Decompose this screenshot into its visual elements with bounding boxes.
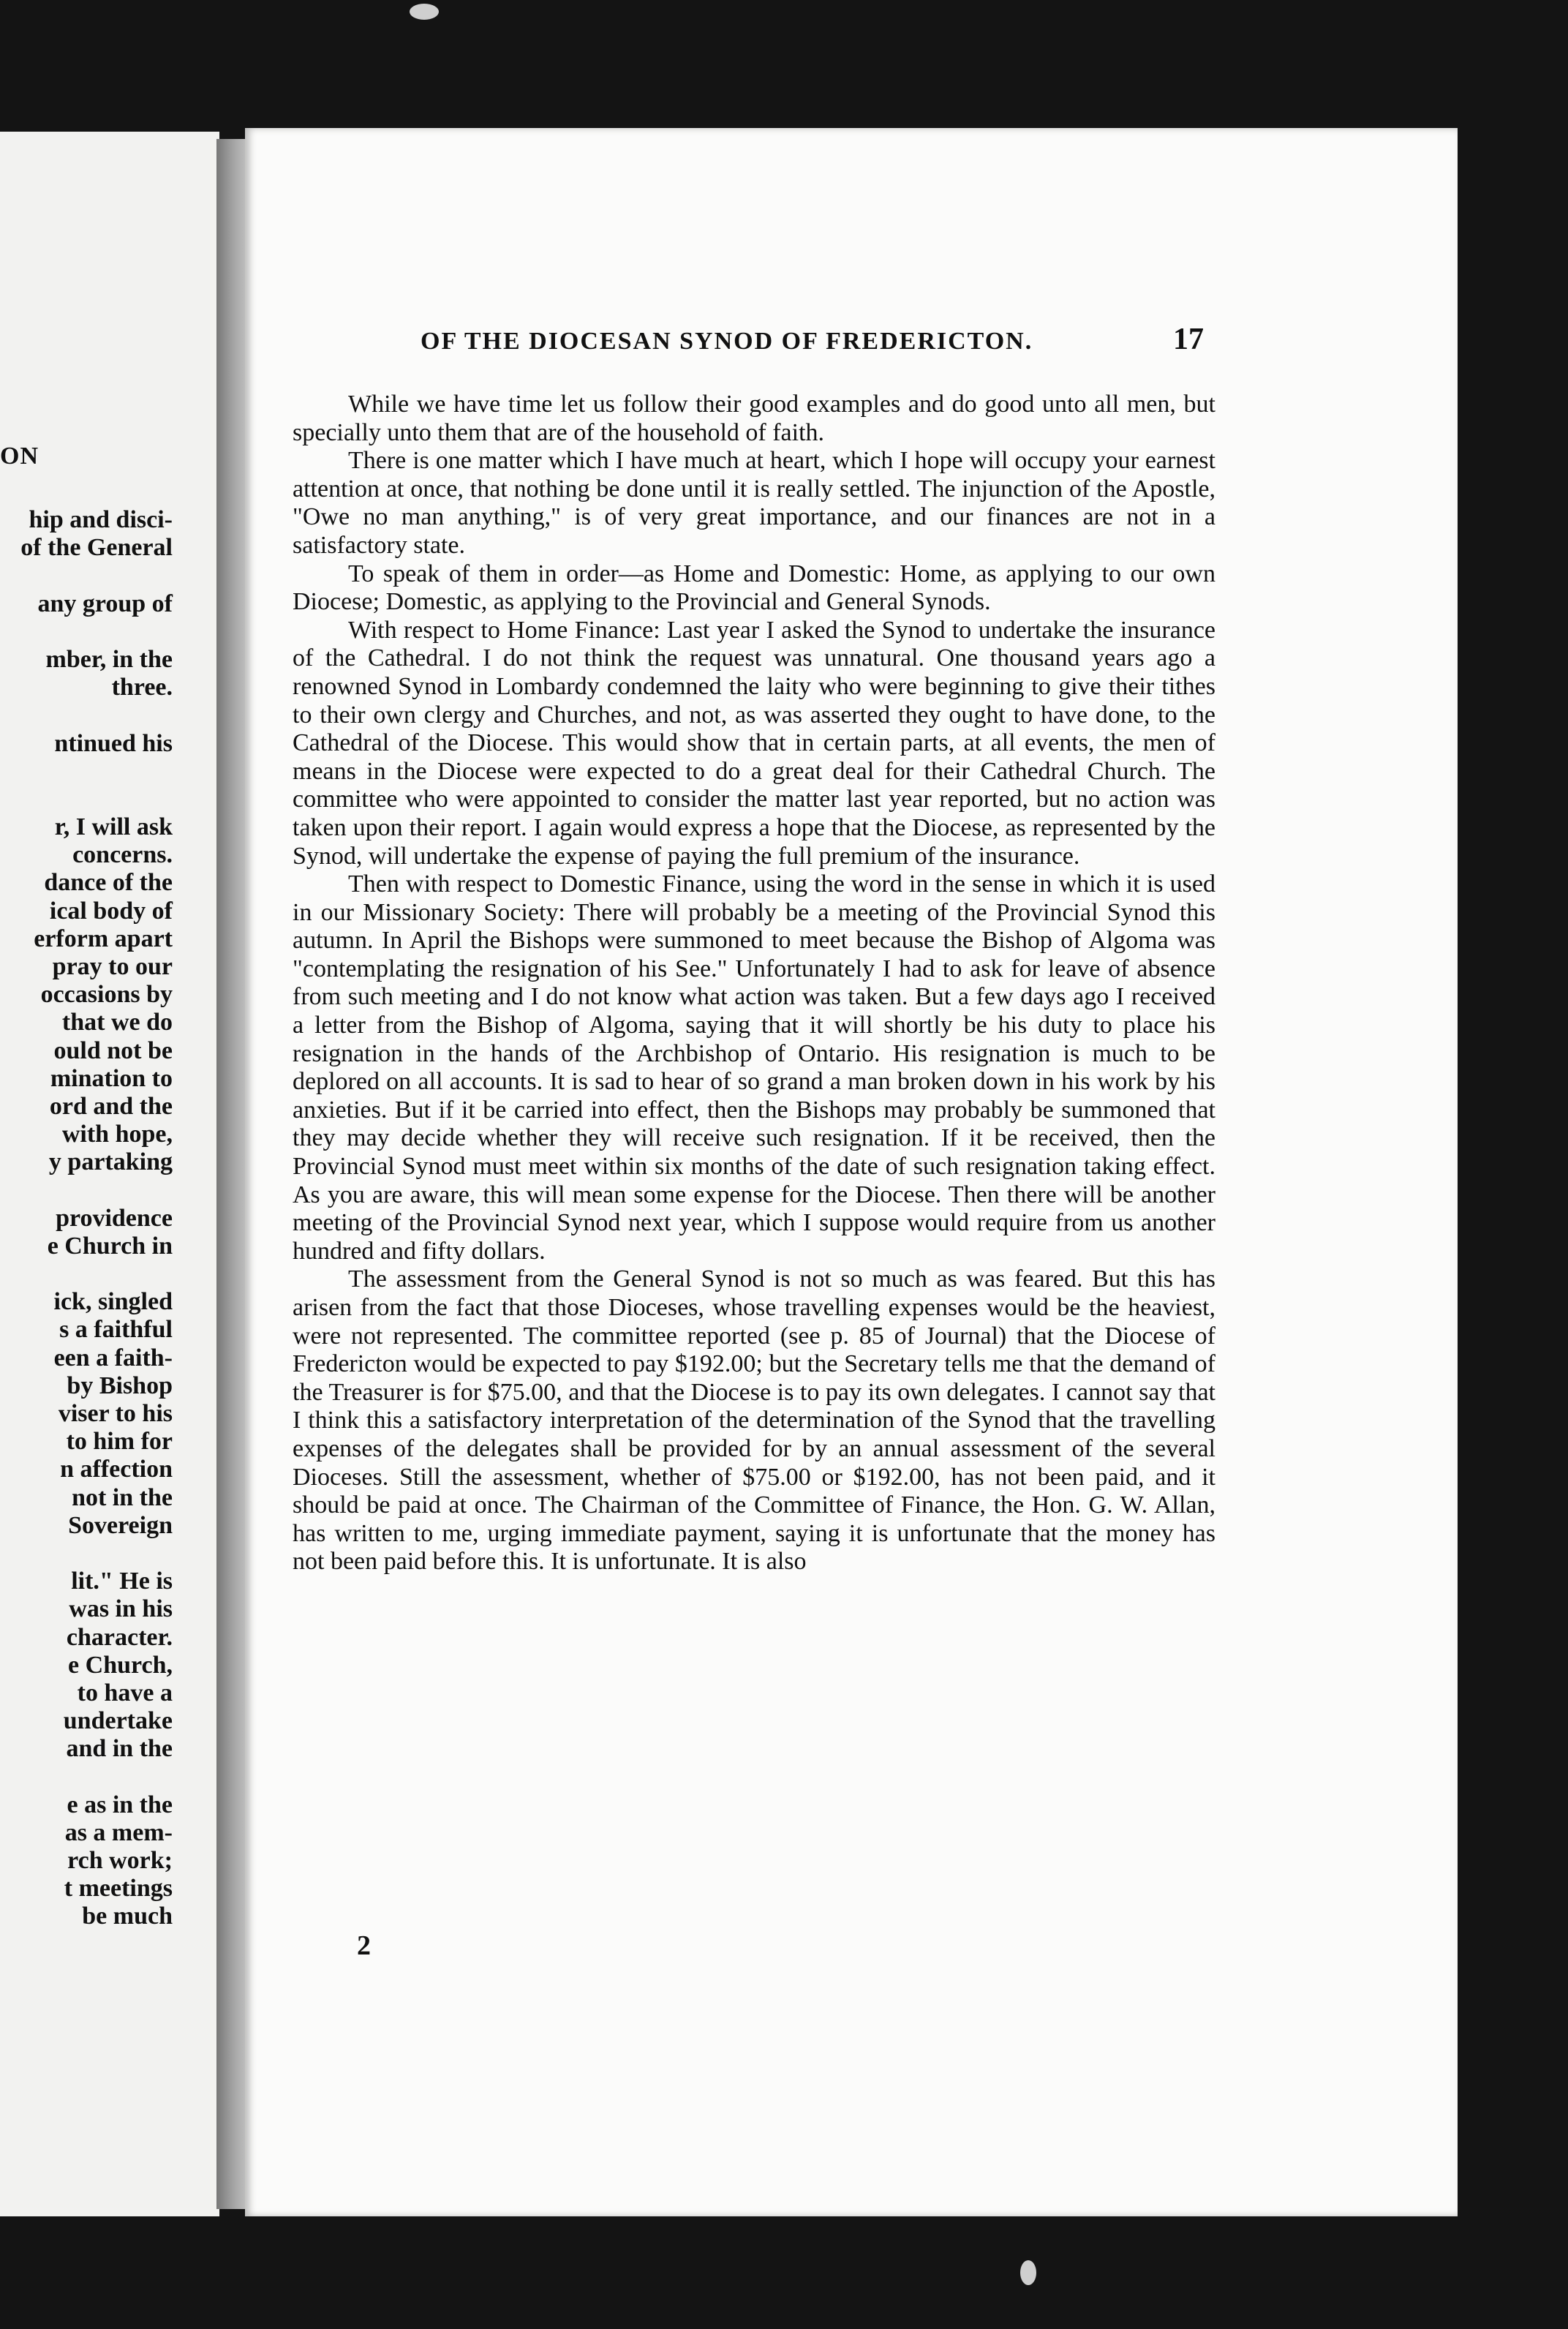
left-page-line: n affection bbox=[60, 1456, 173, 1483]
left-page-line: e Church in bbox=[47, 1232, 173, 1260]
left-page-line bbox=[0, 701, 173, 729]
left-page-line: pray to our bbox=[52, 953, 173, 980]
paragraph: There is one matter which I have much at heart, which I hope will occupy your earnest attention at once, that nothing be done until it is really settled. The injunction of the Apostle, "Owe no man anything," is of very great importance, and our finances are not in a satisfactory state. bbox=[293, 447, 1215, 559]
paragraph: To speak of them in order—as Home and Domestic: Home, as applying to our own Diocese; Domestic, as applying to the Provincial and General Synods. bbox=[293, 560, 1215, 616]
left-page-line: not in the bbox=[72, 1483, 173, 1511]
left-page-line bbox=[0, 1177, 173, 1205]
left-page-line: dance of the bbox=[44, 869, 173, 897]
left-page-line: any group of bbox=[37, 590, 173, 617]
paragraph: With respect to Home Finance: Last year I asked the Synod to undertake the insurance of the Cathedral. I do not think the request was unnatural. One thousand years ago a renowned Synod in Lombardy condemned the laity who were beginning to give their tithes to their own clergy and Churches, and not, as was asserted they ought to have done, to the Cathedral of the Diocese. This would show that in certain parts, at all events, the men of means in the Diocese were expected to do a great deal for their Cathedral Church. The committee who were appointed to consider the matter last year reported, but no action was taken upon their report. I again would express a hope that the Diocese, as represented by the Synod, will undertake the expense of paying the full premium of the insurance. bbox=[293, 616, 1215, 870]
running-header: OF THE DIOCESAN SYNOD OF FREDERICTON. bbox=[421, 328, 1033, 355]
left-page-line bbox=[0, 758, 173, 786]
left-page-line: erform apart bbox=[34, 925, 173, 952]
left-page-line: ord and the bbox=[49, 1092, 173, 1120]
left-page-line: r, I will ask bbox=[54, 813, 173, 841]
left-page-line: e as in the bbox=[67, 1791, 173, 1818]
left-page-line bbox=[0, 562, 173, 590]
left-page-line: mination to bbox=[50, 1064, 173, 1092]
left-page-line: that we do bbox=[61, 1009, 173, 1036]
left-page bbox=[0, 132, 219, 2216]
left-page-line: and in the bbox=[66, 1735, 173, 1763]
signature-mark: 2 bbox=[357, 1930, 371, 1961]
left-page-line: hip and disci- bbox=[29, 506, 173, 533]
left-page-line: concerns. bbox=[72, 841, 173, 869]
left-page-line: ntinued his bbox=[54, 729, 173, 757]
left-page-line: viser to his bbox=[58, 1400, 173, 1427]
left-page-line: mber, in the bbox=[45, 645, 173, 673]
paragraph: The assessment from the General Synod is not so much as was feared. But this has arisen from the fact that those Dioceses, whose travelling expenses would be the heaviest, were not represented. The committee reported (see p. 85 of Journal) that the Diocese of Fredericton would be expected to pay $192.00; but the Secretary tells me that the demand of the Treasurer is for $75.00, and that the Diocese is to pay its own delegates. I cannot say that I think this a satisfactory interpretation of the determination of the Synod that the travelling expenses of the delegates shall be provided for by an annual assessment of the several Dioceses. Still the assessment, whether of $75.00 or $192.00, has not been paid, and it should be paid at once. The Chairman of the Committee of Finance, the Hon. G. W. Allan, has written to me, urging immediate payment, saying it is unfortunate that the money has not been paid before this. It is unfortunate. It is also bbox=[293, 1265, 1215, 1576]
left-page-line: t meetings bbox=[64, 1875, 173, 1903]
left-page-line bbox=[0, 1540, 173, 1568]
left-page-line: undertake bbox=[63, 1707, 173, 1735]
left-page-header-fragment: ON bbox=[0, 443, 39, 470]
left-page-line: as a mem- bbox=[64, 1818, 173, 1846]
left-page-line: providence bbox=[56, 1204, 173, 1232]
left-page-line: three. bbox=[111, 674, 173, 701]
left-page-line bbox=[0, 1260, 173, 1288]
left-page-line: y partaking bbox=[48, 1148, 173, 1176]
left-page-line: to him for bbox=[66, 1428, 173, 1456]
left-page-line bbox=[0, 618, 173, 646]
left-page-line: was in his bbox=[69, 1595, 173, 1623]
left-page-line: ould not be bbox=[53, 1036, 173, 1064]
film-scratch bbox=[1020, 2260, 1036, 2285]
left-page-line bbox=[0, 786, 173, 813]
paragraph: Then with respect to Domestic Finance, using the word in the sense in which it is used in our Missionary Society: There will probably be a meeting of the Provincial Synod this autumn. In April the Bishops were summoned to meet because the Bishop of Algoma was "contemplating the resignation of his See." Unfortunately I had to ask for leave of absence from such meeting and I do not know what action was taken. But a few days ago I received a letter from the Bishop of Algoma, saying that it will shortly be his duty to place his resignation in the hands of the Archbishop of Ontario. His resignation is much to be deplored on all accounts. It is sad to hear of so grand a man broken down in his work by his anxieties. But if it be carried into effect, then the Bishops may probably be summoned that they may decide whether they will receive such resignation. If it be received, then the Provincial Synod must meet within six months of the date of such resignation taking effect. As you are aware, this will mean some expense for the Diocese. Then there will be another meeting of the Provincial Synod next year, which I suppose would require from us another hundred and fifty dollars. bbox=[293, 870, 1215, 1265]
left-page-line: s a faithful bbox=[59, 1316, 173, 1344]
page-number: 17 bbox=[1173, 323, 1204, 356]
body-text bbox=[293, 391, 1215, 1576]
left-page-line: ical body of bbox=[49, 897, 173, 925]
left-page-line bbox=[0, 1763, 173, 1791]
film-scratch bbox=[410, 4, 439, 20]
left-page-line: ick, singled bbox=[53, 1288, 173, 1316]
left-page-line: to have a bbox=[77, 1679, 173, 1707]
left-page-line: with hope, bbox=[61, 1121, 173, 1148]
left-page-line: character. bbox=[66, 1623, 173, 1651]
paragraph: While we have time let us follow their good examples and do good unto all men, but specially unto them that are of the household of faith. bbox=[293, 391, 1215, 446]
left-page-line: e Church, bbox=[68, 1651, 173, 1679]
left-page-line: een a faith- bbox=[53, 1344, 173, 1372]
left-page-line: by Bishop bbox=[67, 1372, 173, 1399]
left-page-line: lit." He is bbox=[71, 1568, 173, 1595]
left-page-line: Sovereign bbox=[68, 1511, 173, 1539]
left-page-line: be much bbox=[82, 1903, 173, 1930]
left-page-line: rch work; bbox=[67, 1847, 173, 1874]
left-page-line: of the General bbox=[20, 534, 173, 562]
left-page-line: occasions by bbox=[40, 981, 173, 1009]
left-page-text-lines bbox=[0, 506, 173, 1931]
